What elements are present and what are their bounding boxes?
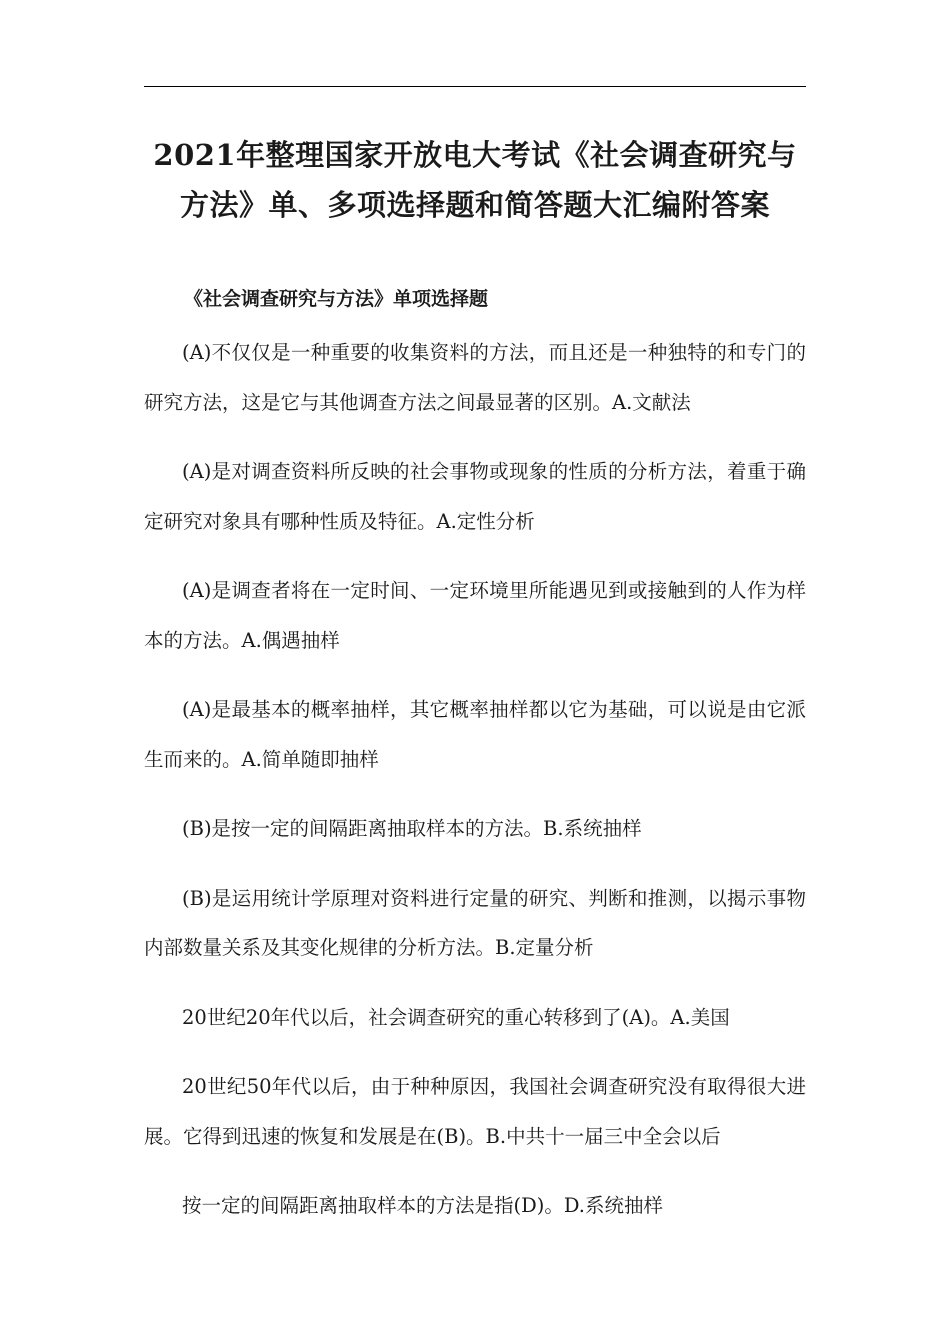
question-paragraph: (A)是最基本的概率抽样，其它概率抽样都以它为基础，可以说是由它派生而来的。A.简单随即抽样 [144, 698, 806, 771]
section-heading: 《社会调查研究与方法》单项选择题 [184, 288, 489, 310]
question-paragraph: 20世纪20年代以后，社会调查研究的重心转移到了(A)。A.美国 [182, 1005, 730, 1029]
question-paragraph: 按一定的间隔距离抽取样本的方法是指(D)。D.系统抽样 [182, 1194, 663, 1217]
question-paragraph: 20世纪50年代以后，由于种种原因，我国社会调查研究没有取得很大进展。它得到迅速的恢复和发展是在(B)。B.中共十一届三中全会以后 [144, 1075, 806, 1148]
question-paragraph: (B)是运用统计学原理对资料进行定量的研究、判断和推测，以揭示事物内部数量关系及其变化规律的分析方法。B.定量分析 [144, 886, 806, 959]
document-body [144, 284, 806, 1231]
question-paragraph: (A)是对调查资料所反映的社会事物或现象的性质的分析方法，着重于确定研究对象具有哪种性质及特征。A.定性分析 [144, 460, 806, 533]
question-paragraph: (A)不仅仅是一种重要的收集资料的方法，而且还是一种独特的和专门的研究方法，这是它与其他调查方法之间最显著的区别。A.文献法 [144, 341, 806, 414]
document-title: 2021年整理国家开放电大考试《社会调查研究与方法》单、多项选择题和简答题大汇编附答案 [153, 138, 797, 222]
header-rule [144, 86, 806, 87]
question-paragraph: (A)是调查者将在一定时间、一定环境里所能遇见到或接触到的人作为样本的方法。A.偶遇抽样 [144, 579, 806, 652]
question-paragraph: (B)是按一定的间隔距离抽取样本的方法。B.系统抽样 [182, 817, 642, 840]
